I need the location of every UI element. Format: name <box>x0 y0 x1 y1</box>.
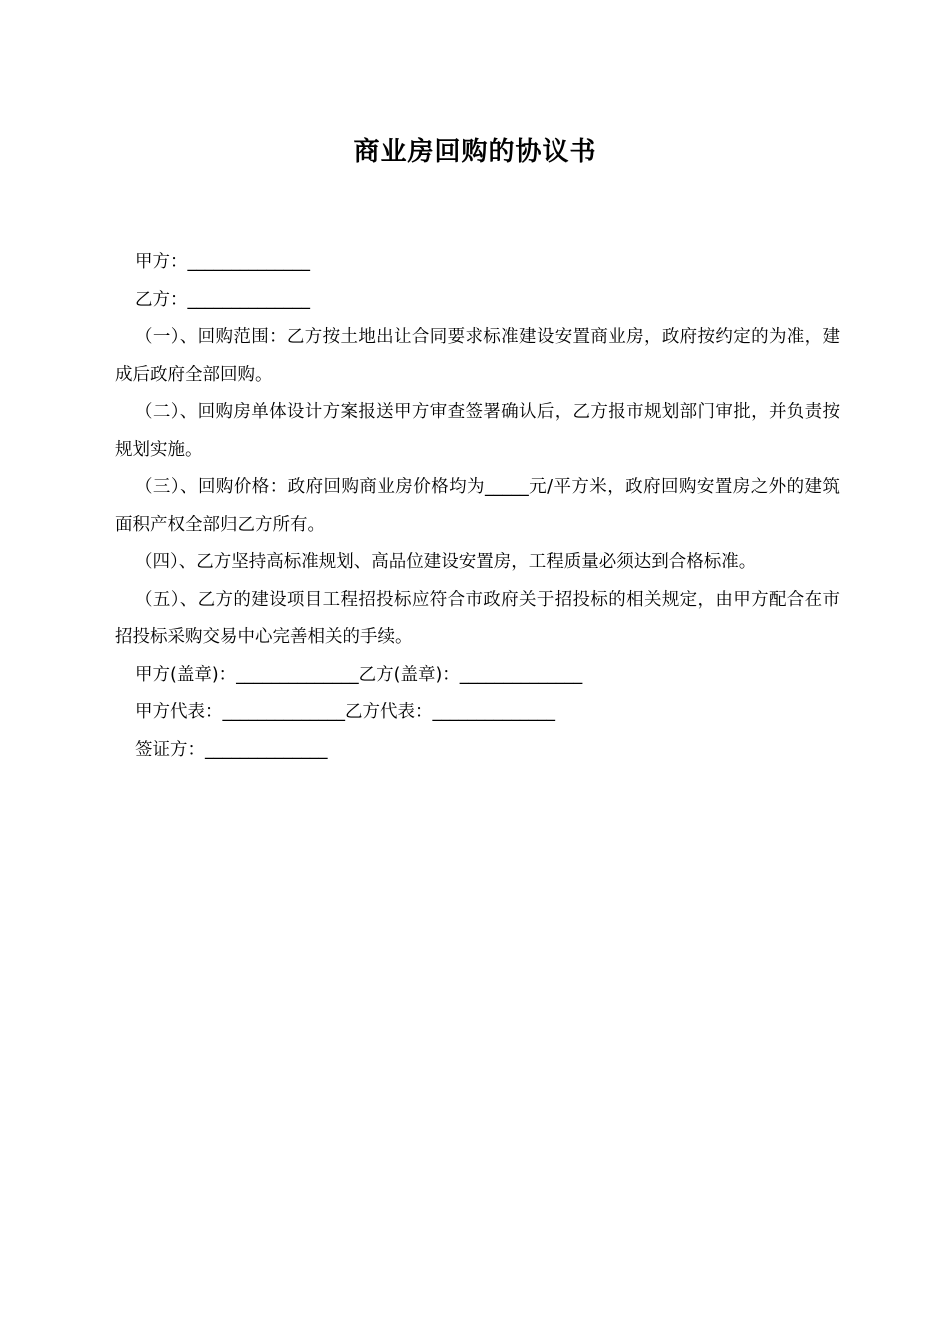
seal-signature-line: 甲方(盖章)：______________乙方(盖章)：______________ <box>135 664 583 685</box>
document-title: 商业房回购的协议书 <box>353 137 597 167</box>
document-body <box>115 244 840 769</box>
party-b-line: 乙方：______________ <box>135 289 310 310</box>
witness-signature-line: 签证方：______________ <box>135 739 328 760</box>
clause-2: （二）、回购房单体设计方案报送甲方审查签署确认后，乙方报市规划部门审批，并负责按规划实施。 <box>115 402 840 460</box>
party-a-line: 甲方：______________ <box>135 252 310 272</box>
clause-5: （五）、乙方的建设项目工程招投标应符合市政府关于招投标的相关规定，由甲方配合在市招投标采购交易中心完善相关的手续。 <box>115 589 840 647</box>
clause-3: （三）、回购价格：政府回购商业房价格均为_____元/平方米，政府回购安置房之外的建筑面积产权全部归乙方所有。 <box>115 477 840 535</box>
clause-1: （一）、回购范围：乙方按土地出让合同要求标准建设安置商业房，政府按约定的为准，建成后政府全部回购。 <box>115 327 840 385</box>
clause-4: （四）、乙方坚持高标准规划、高品位建设安置房，工程质量必须达到合格标准。 <box>135 552 757 572</box>
representative-signature-line: 甲方代表：______________乙方代表：______________ <box>135 702 555 722</box>
